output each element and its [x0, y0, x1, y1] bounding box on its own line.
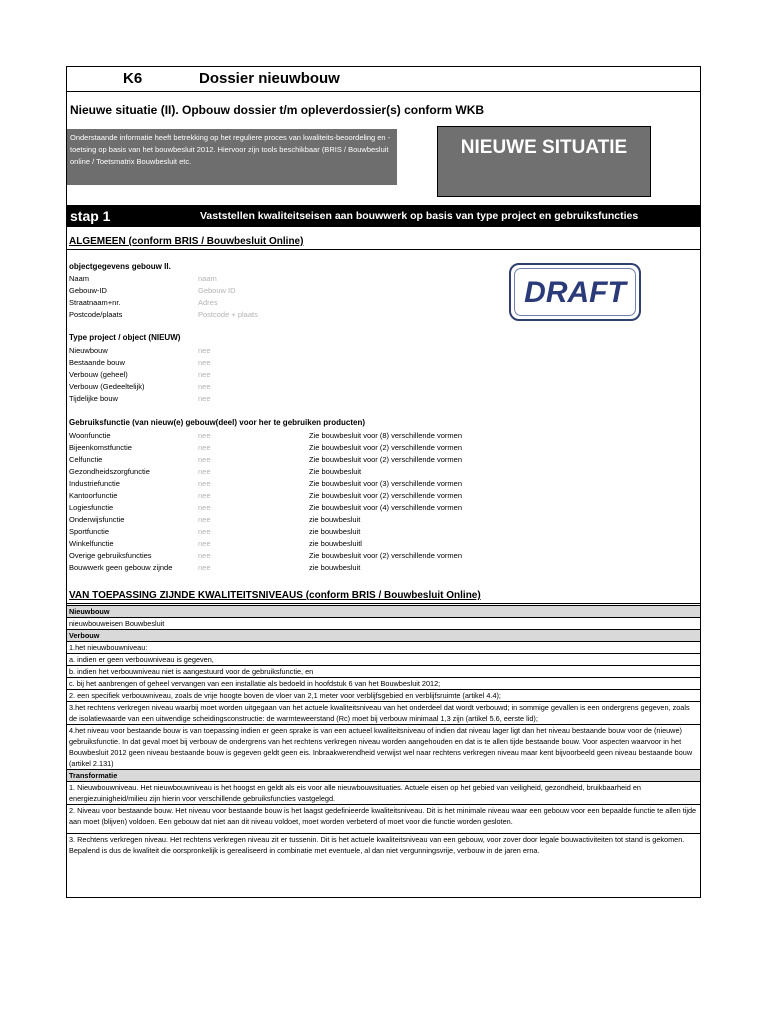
- gebruiksfunctie-row: [69, 430, 699, 442]
- type-project-label: Verbouw (Gedeeltelijk): [69, 382, 145, 391]
- gebruiksfunctie-label: Overige gebruiksfuncties: [69, 551, 152, 560]
- gebruiksfunctie-note: Zie bouwbesluit voor (2) verschillende vormen: [309, 551, 462, 560]
- type-project-label: Verbouw (geheel): [69, 370, 128, 379]
- gebruiksfunctie-heading: Gebruiksfunctie (van nieuw(e) gebouw(deel) voor her te gebruiken producten): [69, 418, 366, 427]
- levels-group-header: Transformatie: [67, 769, 700, 781]
- objectgegevens-label: Gebouw-ID: [69, 286, 107, 295]
- gebruiksfunctie-label: Winkelfunctie: [69, 539, 114, 548]
- section-levels-title: VAN TOEPASSING ZIJNDE KWALITEITSNIVEAUS (conform BRIS / Bouwbesluit Online): [69, 590, 481, 601]
- type-project-heading: Type project / object (NIEUW): [69, 333, 181, 342]
- type-project-label: Tijdelijke bouw: [69, 394, 118, 403]
- gebruiksfunctie-row: [69, 538, 699, 550]
- levels-row: 2. een specifiek verbouwniveau, zoals de vrije hoogte boven de vloer van 2,1 meter voor verblijfsgebied en verblijfsruimte (artikel 4.4);: [67, 689, 700, 701]
- step-bar: [67, 205, 700, 227]
- levels-row: 3.het rechtens verkregen niveau waarbij moet worden uitgegaan van het actuele kwaliteitsniveau van het onderdeel dat wordt verbouwd; in sommige gevallen is een ondergrens gegeven, zoals de isolatiewaarde van een uitwendige scheidingsconstructie: de warmteweerstand (Rc) moet bij verbouw minimaal 1,3 zijn (artikel 5.6, eerste lid);: [67, 701, 700, 724]
- gebruiksfunctie-label: Kantoorfunctie: [69, 491, 118, 500]
- sheet-code: K6: [123, 70, 143, 87]
- gebruiksfunctie-label: Woonfunctie: [69, 431, 111, 440]
- type-project-row: [69, 345, 699, 357]
- gebruiksfunctie-note: Zie bouwbesluit: [309, 467, 362, 476]
- gebruiksfunctie-row: [69, 502, 699, 514]
- levels-row: 2. Niveau voor bestaande bouw. Het niveau voor bestaande bouw is het laagst gedefinieerde kwaliteitsniveau. Dit is het minimale niveau waar een gebouw voor een bepaalde functie te allen tijde aan moet (blijven) voldoen. Een gebouw dat niet aan dit niveau voldoet, moet worden verbeterd of moet voor die functie worden gesloten.: [67, 804, 700, 833]
- gebruiksfunctie-value[interactable]: nee: [198, 443, 211, 452]
- gebruiksfunctie-value[interactable]: nee: [198, 467, 211, 476]
- sheet-header: [67, 67, 700, 92]
- objectgegevens-label: Straatnaam+nr.: [69, 298, 121, 307]
- gebruiksfunctie-value[interactable]: nee: [198, 503, 211, 512]
- gebruiksfunctie-value[interactable]: nee: [198, 491, 211, 500]
- type-project-row: [69, 381, 699, 393]
- objectgegevens-value[interactable]: Postcode + plaats: [198, 310, 258, 319]
- gebruiksfunctie-note: zie bouwbesluit: [309, 527, 361, 536]
- type-project-value[interactable]: nee: [198, 370, 211, 379]
- gebruiksfunctie-note: zie bouwbesluit: [309, 563, 361, 572]
- intro-text: Onderstaande informatie heeft betrekking op het reguliere proces van kwaliteits-beoordeling en -toetsing op basis van het bouwbesluit 2012. Hiervoor zijn tools beschikbaar (BRIS / Bouwbesluit online / Toetsmatrix Bouwbesluit etc.: [67, 129, 397, 185]
- objectgegevens-heading: objectgegevens gebouw II.: [69, 262, 171, 271]
- gebruiksfunctie-row: [69, 466, 699, 478]
- levels-row: 1.het nieuwbouwniveau:: [67, 641, 700, 653]
- levels-row: c. bij het aanbrengen of geheel vervangen van een installatie als bedoeld in hoofdstuk 6 van het Bouwbesluit 2012;: [67, 677, 700, 689]
- gebruiksfunctie-value[interactable]: nee: [198, 539, 211, 548]
- section-general: [67, 229, 700, 250]
- levels-row: 4.het niveau voor bestaande bouw is van toepassing indien er geen sprake is van een actueel kwaliteitsniveau of indien dat niveau lager ligt dan het niveau bestaande bouw voor de (nieuwe) gebruiksfunctie. In dat geval moet bij verbouw de ondergrens van het rechtens verkregen niveau worden aangehouden en dat is te allen tijde bestaande bouw. Voor aspecten waarvoor in het Bouwbesluit 2012 geen niveau bestaande bouw is gegeven geldt geen eis. Inbraakwerendheid verwijst wel naar rechtens verkregen niveau maar kent bijvoorbeeld geen niveau bestaande bouw (artikel 2.131): [67, 724, 700, 769]
- levels-group-header: Verbouw: [67, 629, 700, 641]
- type-project-row: [69, 393, 699, 405]
- objectgegevens-value[interactable]: Gebouw ID: [198, 286, 236, 295]
- gebruiksfunctie-row: [69, 550, 699, 562]
- section-general-title: ALGEMEEN (conform BRIS / Bouwbesluit Online): [69, 236, 304, 247]
- gebruiksfunctie-value[interactable]: nee: [198, 431, 211, 440]
- objectgegevens-value[interactable]: Adres: [198, 298, 218, 307]
- gebruiksfunctie-value[interactable]: nee: [198, 479, 211, 488]
- dossier-sheet: [66, 66, 701, 898]
- situation-badge: NIEUWE SITUATIE: [437, 126, 651, 197]
- subtitle: Nieuwe situatie (II). Opbouw dossier t/m opleverdossier(s) conform WKB: [70, 103, 485, 117]
- type-project-value[interactable]: nee: [198, 346, 211, 355]
- step-label: stap 1: [70, 208, 111, 224]
- gebruiksfunctie-row: [69, 454, 699, 466]
- type-project-row: [69, 357, 699, 369]
- gebruiksfunctie-note: Zie bouwbesluit voor (2) verschillende vormen: [309, 455, 462, 464]
- gebruiksfunctie-row: [69, 442, 699, 454]
- gebruiksfunctie-label: Gezondheidszorgfunctie: [69, 467, 150, 476]
- gebruiksfunctie-note: Zie bouwbesluit voor (8) verschillende vormen: [309, 431, 462, 440]
- gebruiksfunctie-value[interactable]: nee: [198, 551, 211, 560]
- gebruiksfunctie-label: Sportfunctie: [69, 527, 110, 536]
- objectgegevens-row: [69, 285, 699, 297]
- objectgegevens-row: [69, 297, 699, 309]
- objectgegevens-value[interactable]: naam: [198, 274, 217, 283]
- gebruiksfunctie-note: zie bouwbesluit: [309, 515, 361, 524]
- gebruiksfunctie-value[interactable]: nee: [198, 563, 211, 572]
- levels-row: b. indien het verbouwniveau niet is aangestuurd voor de gebruiksfunctie, en: [67, 665, 700, 677]
- objectgegevens-row: [69, 273, 699, 285]
- gebruiksfunctie-row: [69, 514, 699, 526]
- section-levels: [67, 585, 700, 604]
- gebruiksfunctie-row: [69, 490, 699, 502]
- type-project-label: Nieuwbouw: [69, 346, 108, 355]
- type-project-label: Bestaande bouw: [69, 358, 125, 367]
- sheet-title: Dossier nieuwbouw: [199, 70, 340, 87]
- levels-group-header: Nieuwbouw: [67, 605, 700, 617]
- objectgegevens-label: Postcode/plaats: [69, 310, 123, 319]
- gebruiksfunctie-label: Logiesfunctie: [69, 503, 114, 512]
- gebruiksfunctie-note: Zie bouwbesluit voor (2) verschillende vormen: [309, 443, 462, 452]
- gebruiksfunctie-label: Onderwijsfunctie: [69, 515, 125, 524]
- type-project-row: [69, 369, 699, 381]
- levels-table: [67, 605, 700, 862]
- levels-row: a. indien er geen verbouwniveau is gegeven,: [67, 653, 700, 665]
- levels-row: 3. Rechtens verkregen niveau. Het rechtens verkregen niveau zit er tussenin. Dit is het actuele kwaliteitsniveau van een gebouw, voor zover door legale bouwactiviteiten tot stand is gekomen. Bepalend is dus de kwaliteit die oorspronkelijk is gerealiseerd in combinatie met eventuele, al dan niet vergunningsvrije, verbouw in de jaren erna.: [67, 833, 700, 862]
- gebruiksfunctie-label: Industriefunctie: [69, 479, 120, 488]
- gebruiksfunctie-row: [69, 478, 699, 490]
- levels-row: nieuwbouweisen Bouwbesluit: [67, 617, 700, 629]
- objectgegevens-label: Naam: [69, 274, 90, 283]
- gebruiksfunctie-note: Zie bouwbesluit voor (2) verschillende vormen: [309, 491, 462, 500]
- objectgegevens-row: [69, 309, 699, 321]
- gebruiksfunctie-note: Zie bouwbesluit voor (3) verschillende vormen: [309, 479, 462, 488]
- gebruiksfunctie-note: Zie bouwbesluit voor (4) verschillende vormen: [309, 503, 462, 512]
- step-text: Vaststellen kwaliteitseisen aan bouwwerk op basis van type project en gebruiksfuncties: [200, 210, 639, 222]
- type-project-value[interactable]: nee: [198, 394, 211, 403]
- gebruiksfunctie-note: zie bouwbesluitl: [309, 539, 362, 548]
- type-project-value[interactable]: nee: [198, 382, 211, 391]
- draft-stamp-text: DRAFT: [514, 268, 636, 316]
- levels-row: 1. Nieuwbouwniveau. Het nieuwbouwniveau is het hoogst en geldt als eis voor alle nieuwbouwsituaties. Actuele eisen op het gebied van veiligheid, gezondheid, bruikbaarheid en energiezuinigheid/milieu zijn hierin voor verschillende gebruiksfuncties vastgelegd.: [67, 781, 700, 804]
- type-project-value[interactable]: nee: [198, 358, 211, 367]
- gebruiksfunctie-row: [69, 526, 699, 538]
- gebruiksfunctie-value[interactable]: nee: [198, 527, 211, 536]
- gebruiksfunctie-label: Celfunctie: [69, 455, 103, 464]
- gebruiksfunctie-label: Bijeenkomstfunctie: [69, 443, 132, 452]
- gebruiksfunctie-value[interactable]: nee: [198, 455, 211, 464]
- gebruiksfunctie-label: Bouwwerk geen gebouw zijnde: [69, 563, 173, 572]
- gebruiksfunctie-row: [69, 562, 699, 574]
- gebruiksfunctie-value[interactable]: nee: [198, 515, 211, 524]
